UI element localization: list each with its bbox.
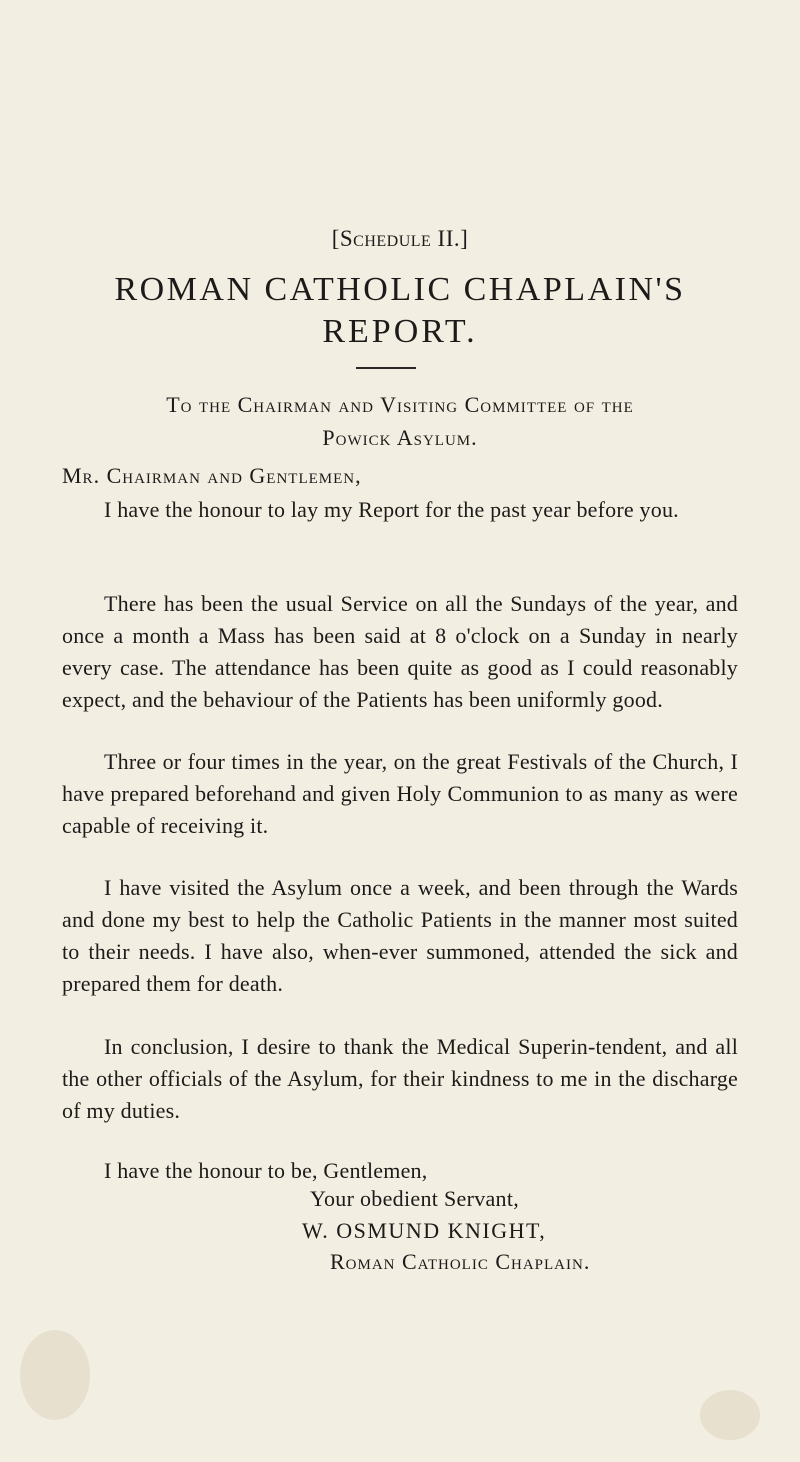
report-title-line-2: REPORT.: [322, 313, 478, 350]
schedule-label: [Schedule II.]: [331, 226, 469, 251]
paragraph-festivals: Three or four times in the year, on the great Festivals of the Church, I have prepared beforehand and given Holy Communion to as many as were capable of receiving it.: [62, 749, 738, 838]
paper-stain: [700, 1390, 760, 1440]
report-title-line-1: ROMAN CATHOLIC CHAPLAIN'S: [114, 271, 686, 308]
paragraph-visits: I have visited the Asylum once a week, and been through the Wards and done my best to help the Catholic Patients in the manner most suited to their needs. I have also, when-ever summoned, attended the sick and prepared them for death.: [62, 875, 738, 996]
signature-title: Roman Catholic Chaplain.: [330, 1249, 591, 1274]
title-divider: [356, 367, 416, 369]
paragraph-report-intro: I have the honour to lay my Report for the past year before you.: [104, 497, 679, 522]
closing-line: Your obedient Servant,: [310, 1186, 520, 1211]
salutation: Mr. Chairman and Gentlemen,: [62, 463, 362, 488]
paragraph-services: There has been the usual Service on all the Sundays of the year, and once a month a Mass has been said at 8 o'clock on a Sunday in nearly every case. The attendance has been quite as good as I could reasonably expect, and the behaviour of the Patients has been uniformly good.: [62, 591, 738, 712]
addressee-line-2: Powick Asylum.: [322, 425, 478, 450]
paper-stain: [20, 1330, 90, 1420]
signature-name: W. OSMUND KNIGHT,: [302, 1218, 547, 1243]
addressee-line-1: To the Chairman and Visiting Committee of the: [166, 392, 634, 417]
paragraph-honour: I have the honour to be, Gentlemen,: [104, 1158, 428, 1183]
paragraph-conclusion: In conclusion, I desire to thank the Medical Superin-tendent, and all the other officials of the Asylum, for their kindness to me in the discharge of my duties.: [62, 1034, 738, 1123]
